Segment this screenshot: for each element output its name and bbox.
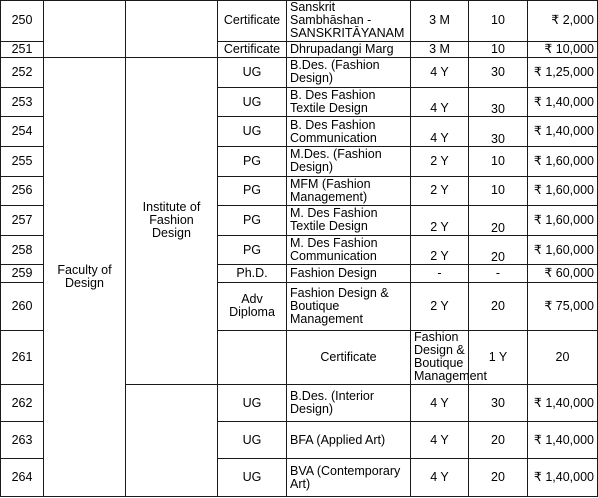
fee: ₹ 1,25,000 bbox=[528, 58, 598, 88]
fee: ₹ 10,000 bbox=[528, 41, 598, 57]
serial-number: 258 bbox=[1, 235, 44, 265]
fee: ₹ 1,40,000 bbox=[528, 384, 598, 422]
fee: ₹ 2,000 bbox=[528, 1, 598, 42]
seats: 20 bbox=[469, 459, 528, 497]
duration: 3 M bbox=[411, 1, 469, 42]
seats: 30 bbox=[469, 384, 528, 422]
programme-name: M.Des. (Fashion Design) bbox=[287, 146, 411, 176]
faculty-cell-empty bbox=[44, 1, 126, 58]
programme-level: Certificate bbox=[218, 41, 287, 57]
fee: ₹ 1,60,000 bbox=[528, 206, 598, 236]
institute-name: Institute of Fashion Design bbox=[126, 58, 218, 385]
programme-name: BFA (Applied Art) bbox=[287, 422, 411, 459]
programme-name: Fashion Design bbox=[287, 265, 411, 282]
fee: ₹ 75,000 bbox=[528, 282, 598, 330]
serial-number: 251 bbox=[1, 41, 44, 57]
table-row bbox=[1, 1, 598, 42]
serial-number: 256 bbox=[1, 176, 44, 206]
programme-name: BVA (Contemporary Art) bbox=[287, 459, 411, 497]
serial-number: 262 bbox=[1, 384, 44, 422]
fee: ₹ 1,60,000 bbox=[528, 235, 598, 265]
programme-level: PG bbox=[218, 235, 287, 265]
programme-level: Certificate bbox=[218, 1, 287, 42]
programme-level: Adv Diploma bbox=[218, 282, 287, 330]
programme-name: B. Des Fashion Textile Design bbox=[287, 87, 411, 117]
seats: 10 bbox=[469, 146, 528, 176]
serial-number: 255 bbox=[1, 146, 44, 176]
serial-number: 263 bbox=[1, 422, 44, 459]
fee: ₹ 1,60,000 bbox=[528, 176, 598, 206]
programme-name: Sanskrit Sambhāshan - SANSKRITĀYANAM bbox=[287, 1, 411, 42]
duration: 2 Y bbox=[411, 235, 469, 265]
duration: 2 Y bbox=[411, 146, 469, 176]
seats: 10 bbox=[469, 1, 528, 42]
institute-cell-empty bbox=[126, 384, 218, 496]
duration: 2 Y bbox=[411, 176, 469, 206]
serial-number: 260 bbox=[1, 282, 44, 330]
programme-level: UG bbox=[218, 422, 287, 459]
serial-number: 264 bbox=[1, 459, 44, 497]
fee: ₹ 60,000 bbox=[528, 265, 598, 282]
serial-number: 257 bbox=[1, 206, 44, 236]
programme-name: B. Des Fashion Communication bbox=[287, 117, 411, 147]
duration: 4 Y bbox=[411, 384, 469, 422]
duration: 2 Y bbox=[411, 206, 469, 236]
seats: 30 bbox=[469, 58, 528, 88]
serial-number: 261 bbox=[1, 330, 44, 384]
duration: 3 M bbox=[411, 41, 469, 57]
duration: 4 Y bbox=[411, 459, 469, 497]
serial-number: 254 bbox=[1, 117, 44, 147]
programme-name: Fashion Design & Boutique Management bbox=[287, 282, 411, 330]
programme-level: UG bbox=[218, 87, 287, 117]
programme-level: PG bbox=[218, 146, 287, 176]
duration: 4 Y bbox=[411, 87, 469, 117]
programme-name: B.Des. (Fashion Design) bbox=[287, 58, 411, 88]
seats: 20 bbox=[469, 282, 528, 330]
fee: ₹ 1,40,000 bbox=[528, 117, 598, 147]
seats: 30 bbox=[469, 117, 528, 147]
fee: ₹ 1,60,000 bbox=[528, 146, 598, 176]
seats: 20 bbox=[469, 422, 528, 459]
programme-level: UG bbox=[218, 117, 287, 147]
duration: 1 Y bbox=[469, 330, 528, 384]
programme-name: M. Des Fashion Communication bbox=[287, 235, 411, 265]
programme-level: Certificate bbox=[287, 330, 411, 384]
serial-number: 252 bbox=[1, 58, 44, 88]
seats: 20 bbox=[469, 235, 528, 265]
programme-level: PG bbox=[218, 206, 287, 236]
duration: 4 Y bbox=[411, 117, 469, 147]
programme-level: UG bbox=[218, 58, 287, 88]
duration: 2 Y bbox=[411, 282, 469, 330]
seats: 20 bbox=[469, 206, 528, 236]
programme-name: MFM (Fashion Management) bbox=[287, 176, 411, 206]
duration: 4 Y bbox=[411, 58, 469, 88]
seats: 10 bbox=[469, 176, 528, 206]
table-row bbox=[1, 58, 598, 88]
programme-level: PG bbox=[218, 176, 287, 206]
institute-cell-empty bbox=[126, 1, 218, 58]
duration: - bbox=[411, 265, 469, 282]
fee: ₹ 1,40,000 bbox=[528, 87, 598, 117]
programme-name: M. Des Fashion Textile Design bbox=[287, 206, 411, 236]
fee: ₹ 1,40,000 bbox=[528, 422, 598, 459]
programme-level: UG bbox=[218, 384, 287, 422]
seats: 30 bbox=[469, 87, 528, 117]
seats: - bbox=[469, 265, 528, 282]
serial-number: 250 bbox=[1, 1, 44, 42]
faculty-name: Faculty of Design bbox=[44, 58, 126, 497]
programme-level: Ph.D. bbox=[218, 265, 287, 282]
programme-name: B.Des. (Interior Design) bbox=[287, 384, 411, 422]
serial-number: 253 bbox=[1, 87, 44, 117]
seats: 10 bbox=[469, 41, 528, 57]
programme-name: Dhrupadangi Marg bbox=[287, 41, 411, 57]
programme-level: UG bbox=[218, 459, 287, 497]
fee: ₹ 1,40,000 bbox=[528, 459, 598, 497]
institute-cell-empty bbox=[218, 330, 287, 384]
duration: 4 Y bbox=[411, 422, 469, 459]
programme-name: Fashion Design & Boutique Management bbox=[411, 330, 469, 384]
seats: 20 bbox=[528, 330, 598, 384]
serial-number: 259 bbox=[1, 265, 44, 282]
